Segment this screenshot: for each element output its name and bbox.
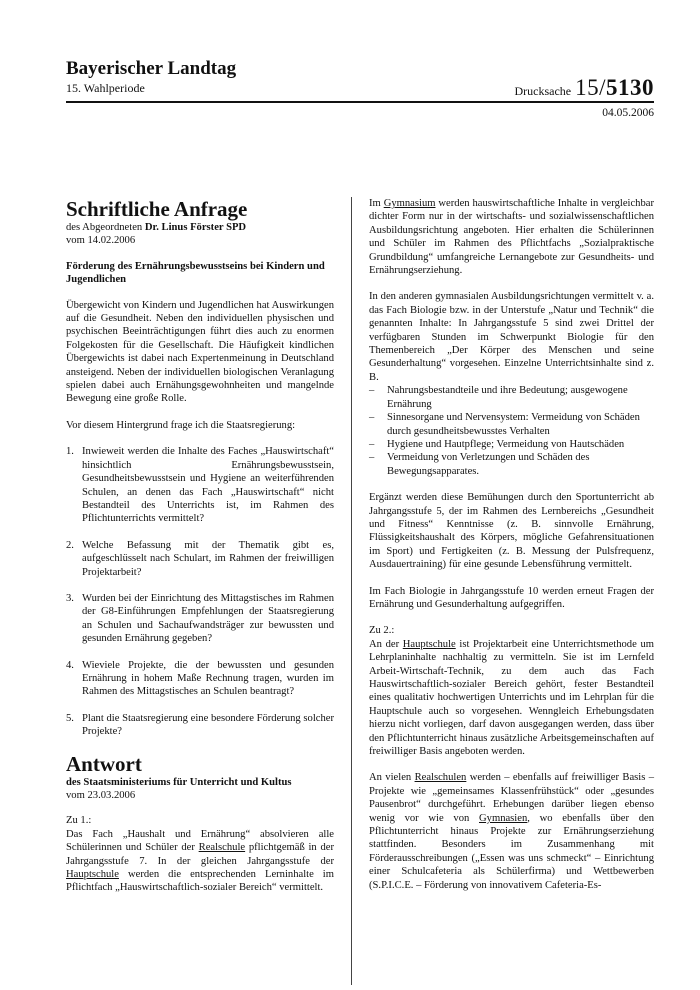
dash-bullet: – xyxy=(369,412,375,424)
parliament-name: Bayerischer Landtag xyxy=(66,58,237,79)
answer-ministry: des Staatsministeriums für Unterricht und Kultus xyxy=(66,776,292,788)
question-list xyxy=(66,445,334,738)
realschule-paragraph xyxy=(369,771,654,892)
zu1-text: pflichtgemäß in der Jahrgangsstufe 7. In der gleichen Jahrgangsstufe der xyxy=(66,842,334,867)
question-number: 3. xyxy=(66,592,74,604)
topic-text: Vermeidung von Verletzungen und Schäden des Bewegungsapparates. xyxy=(387,452,590,477)
zu2-label: Zu 2.: xyxy=(369,625,395,637)
zu1-label: Zu 1.: xyxy=(66,815,92,827)
gymnasium-paragraph xyxy=(369,197,654,277)
inquiry-lead: Vor diesem Hintergrund frage ich die Staatsregierung: xyxy=(66,419,296,431)
real-text: werden – ebenfalls auf freiwilliger Basis – Projekte wie „gemeinsames Klassenfrühstück“ oder „gesundes Pausenbrot“ durchgeführt. Erhebungen darüber liegen ebenso wenig vor wie von xyxy=(369,772,654,824)
gym-gymnasium: Gymnasium xyxy=(383,198,436,209)
zu2-text: ist Projektarbeit eine Unterrichtsmethode um Lehrplaninhalte nachhaltig zu vermitteln. Sie ist im Lernfeld Arbeit-Wirtschaft-Technik, zu dem auch das Fach Hauswirtschaftlich-sozialer Bereich gehört, fester Bestandteil eines qualitativ hochwertigen Unterrichts und im Lehrplan für die Hauptschule auch so vorgesehen. Wenngleich Erhebungsdaten hierzu nicht vorliegen, darf davon ausgegangen werden, dass über den Pflichtunterricht hinaus zusätzliche Arbeitsgemeinschaften auf freiwilliger Basis angeboten werden. xyxy=(369,638,654,758)
zu1-realschule: Realschule xyxy=(198,842,246,854)
inquiry-topic: Förderung des Ernährungsbewusstseins bei Kindern und Jugendlichen xyxy=(66,260,325,286)
zu1-hauptschule: Hauptschule xyxy=(66,869,119,881)
drucksache-number xyxy=(514,75,654,101)
topic-text: Hygiene und Hautpflege; Vermeidung von Hautschäden xyxy=(387,438,625,450)
question-number: 1. xyxy=(66,446,74,458)
topic-item xyxy=(369,438,654,451)
real-realschulen: Realschulen xyxy=(414,772,467,784)
biology10-paragraph: Im Fach Biologie in Jahrgangsstufe 10 werden erneut Fragen der Ernährung und Gesunderhaltung aufgegriffen. xyxy=(369,585,654,610)
gym-text: werden hauswirtschaftliche Inhalte in vergleichbar dichter Form nur in der wirtschafts- und sozialwissenschaftlichen Ausbildungsrichtung angeboten. Hier erhalten die Schülerinnen und Schüler im Rahmen des Pflichtfachs „Sozialpraktische Grundbildung“ umfangreiche Lernangebote zur Gesundheits- und Ernährungserziehung. xyxy=(369,198,654,277)
zu1-text: Das Fach „Haushalt und Ernährung“ absolvieren alle Schülerinnen und Schüler der xyxy=(66,828,334,854)
drucksache-prefix: 15/ xyxy=(575,75,606,100)
inquiry-intro: Übergewicht von Kindern und Jugendlichen hat Auswirkungen auf die Gesundheit. Neben den individuellen physischen und psychischen Beeinträchtigungen führt dies auch zu enormen Folgekosten für die Gesellschaft. Die Häufigkeit kindlichen Übergewichts ist dabei nach Expertenmeinung in Deutschland ansteigend. Neben der individuellen biologischen Veranlagung spielen dabei auch Ernähungsgewohnheiten und mangelnde Bewegung eine große Rolle. xyxy=(66,299,334,405)
question-text: Welche Befassung mit der Thematik gibt es, aufgeschlüsselt nach Schulart, im Rahmen der freiwilligen Projektarbeit? xyxy=(82,539,334,578)
document-date: 04.05.2006 xyxy=(602,107,654,119)
question-number: 2. xyxy=(66,539,74,551)
question-item xyxy=(66,592,334,646)
author-name: Dr. Linus Förster SPD xyxy=(144,222,247,233)
topic-item xyxy=(369,384,654,411)
question-number: 4. xyxy=(66,659,74,671)
topic-item xyxy=(369,411,654,438)
inquiry-title: Schriftliche Anfrage xyxy=(66,197,248,221)
drucksache-value: 5130 xyxy=(606,75,654,100)
question-text: Inwieweit werden die Inhalte des Faches „Hauswirtschaft“ hinsichtlich Ernährungsbewusstsein, Gesundheitsbewusstsein und Hygiene an weiterführenden Schulen, an denen das Fach „Hauswirtschaft“ nicht Bestandteil des Unterrichts ist, im Rahmen des Pflichtunterrichts vermittelt? xyxy=(82,446,334,525)
topic-text: Nahrungsbestandteile und ihre Bedeutung; ausgewogene Ernährung xyxy=(387,385,628,410)
topic-text: Sinnesorgane und Nervensystem: Vermeidung von Schäden durch gesundheitsbewusstes Verhalten xyxy=(387,412,640,437)
dash-bullet: – xyxy=(369,385,375,397)
question-number: 5. xyxy=(66,712,74,724)
real-text: , wo ebenfalls über den Pflichtunterricht hinaus Projekte zur Ernährungserziehung stattfinden. Besonders im Zusammenhang mit Förderausschreibungen („Essen was uns schmeckt“ – Einrichtung einer Schulcafeteria als Schülerfirma) und Wettbewerben (S.P.I.C.E. – Förderung von innovativem Cafeteria-Es- xyxy=(369,812,655,891)
byline-prefix: des Abgeordneten xyxy=(66,222,145,233)
right-column xyxy=(369,197,654,905)
legislative-period: 15. Wahlperiode xyxy=(66,81,145,95)
left-column xyxy=(66,197,334,908)
dash-bullet: – xyxy=(369,438,375,450)
question-text: Plant die Staatsregierung eine besondere Förderung solcher Projekte? xyxy=(82,712,334,738)
zu1-text: werden die entsprechenden Lerninhalte im Pflichtfach „Hauswirtschaftlich-sozialer Bereich“ vermittelt. xyxy=(66,869,334,894)
inquiry-byline xyxy=(66,221,334,234)
column-divider xyxy=(351,197,352,985)
question-text: Wurden bei der Einrichtung des Mittagstisches im Rahmen der G8-Einführungen Empfehlungen der Staatsregierung an Schulen und Sachaufwandsträger zur bewussten und gesunden Ernährung gegeben? xyxy=(82,592,334,645)
document-header xyxy=(66,58,654,100)
question-item xyxy=(66,539,334,579)
dash-bullet: – xyxy=(369,452,375,464)
answer-title: Antwort xyxy=(66,751,142,776)
gym-text: Im xyxy=(369,198,384,209)
topic-item xyxy=(369,451,654,478)
drucksache-label: Drucksache xyxy=(514,84,572,98)
header-rule xyxy=(66,101,654,103)
answer-date: vom 23.03.2006 xyxy=(66,790,136,801)
zu2-paragraph xyxy=(369,638,654,759)
real-gymnasien: Gymnasien xyxy=(479,812,528,824)
zu1-paragraph xyxy=(66,828,334,895)
question-item xyxy=(66,445,334,525)
question-item xyxy=(66,712,334,739)
question-text: Wieviele Projekte, die der bewussten und gesunden Ernährung in hohem Maße Rechnung tragen, wurden im Rahmen des Mittagstisches an Schulen beantragt? xyxy=(82,659,334,698)
gymnasium-other-paragraph: In den anderen gymnasialen Ausbildungsrichtungen vermittelt v. a. das Fach Biologie bzw. in der Unterstufe „Natur und Technik“ die genannten Inhalte: In Jahrgangsstufe 5 sind zwei Drittel der verfügbaren Stunden im Schwerpunkt Biologie für den Themenbereich „Der Körper des Menschen und seine Gesunderhaltung“ vorgesehen. Einzelne Unterrichtsinhalte sind z. B. xyxy=(369,291,654,383)
real-text: An vielen xyxy=(369,772,415,784)
zu2-text: An der xyxy=(369,638,403,650)
question-item xyxy=(66,659,334,699)
zu2-hauptschule: Hauptschule xyxy=(402,638,456,650)
inquiry-date: vom 14.02.2006 xyxy=(66,235,136,247)
sport-paragraph: Ergänzt werden diese Bemühungen durch den Sportunterricht ab Jahrgangsstufe 5, der im Rahmen des Lernbereichs „Gesundheit und Fitness“ Kenntnisse (z. B. sinnvolle Ernährung, Flüssigkeitshaushalt des Körpers, mögliche Gefahrensituationen im Sport) und Fertigkeiten (z. B. Messung der Pulsfrequenz, Ausdauertraining) für eine gesunde Lebensführung vermittelt. xyxy=(369,492,654,571)
topic-list xyxy=(369,384,654,478)
